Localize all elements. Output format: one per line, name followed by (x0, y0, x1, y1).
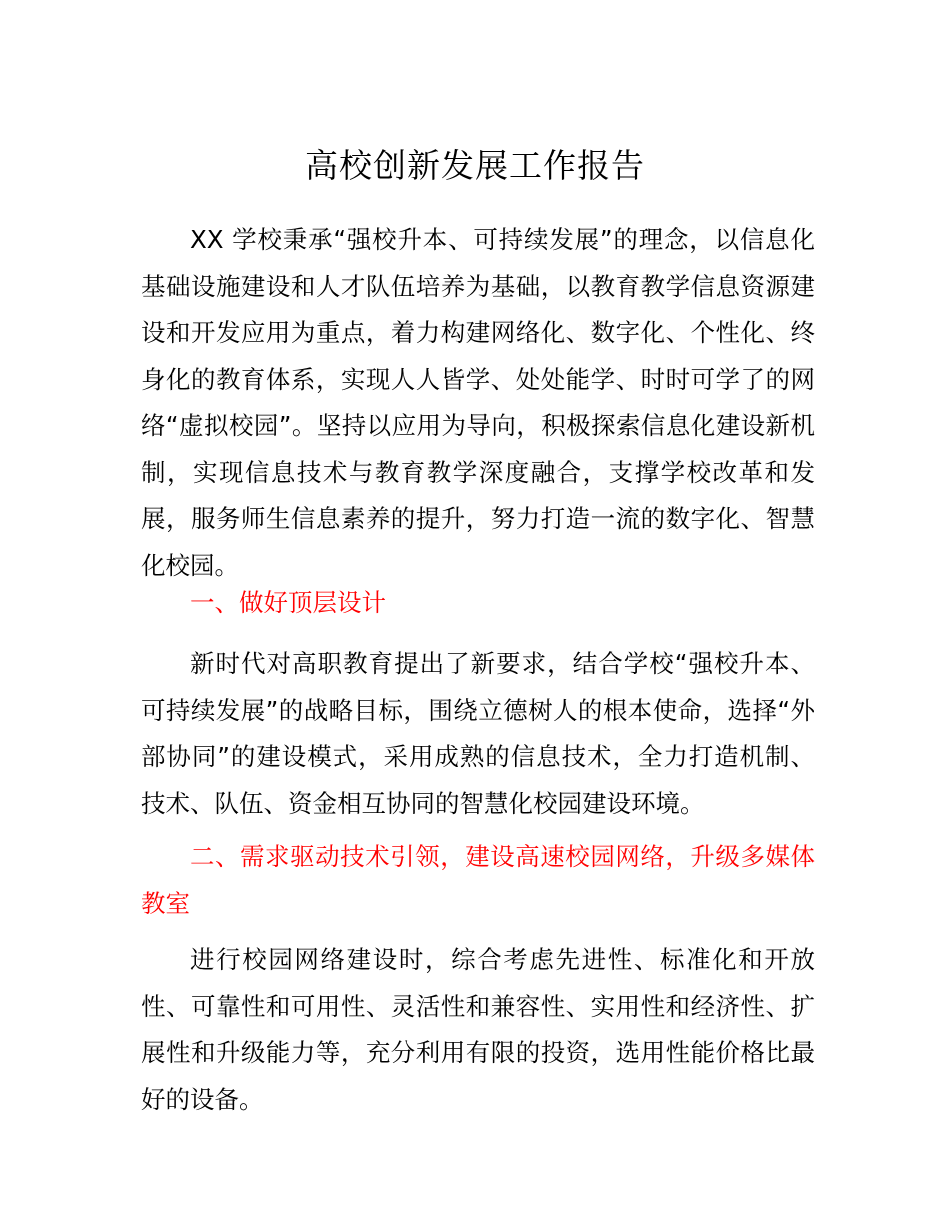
paragraph-section-2: 进行校园网络建设时，综合考虑先进性、标准化和开放性、可靠性和可用性、灵活性和兼容性、实用性和经济性、扩展性和升级能力等，充分利用有限的投资，选用性能价格比最好的设备。 (141, 945, 815, 1114)
paragraph-section-1: 新时代对高职教育提出了新要求，结合学校“强校升本、可持续发展”的战略目标，围绕立德树人的根本使命，选择“外部协同”的建设模式，采用成熟的信息技术，全力打造机制、技术、队伍、资金相互协同的智慧化校园建设环境。 (141, 649, 815, 818)
paragraph-intro: XX 学校秉承“强校升本、可持续发展”的理念，以信息化基础设施建设和人才队伍培养为基础，以教育教学信息资源建设和开发应用为重点，着力构建网络化、数字化、个性化、终身化的教育体系，实现人人皆学、处处能学、时时可学了的网络“虚拟校园”。坚持以应用为导向，积极探索信息化建设新机制，实现信息技术与教育教学深度融合，支撑学校改革和发展，服务师生信息素养的提升，努力打造一流的数字化、智慧化校园。 (141, 225, 815, 580)
document-title: 高校创新发展工作报告 (305, 146, 645, 185)
section-heading-1: 一、做好顶层设计 (190, 588, 386, 617)
section-heading-2: 二、需求驱动技术引领，建设高速校园网络，升级多媒体教室 (141, 842, 815, 918)
